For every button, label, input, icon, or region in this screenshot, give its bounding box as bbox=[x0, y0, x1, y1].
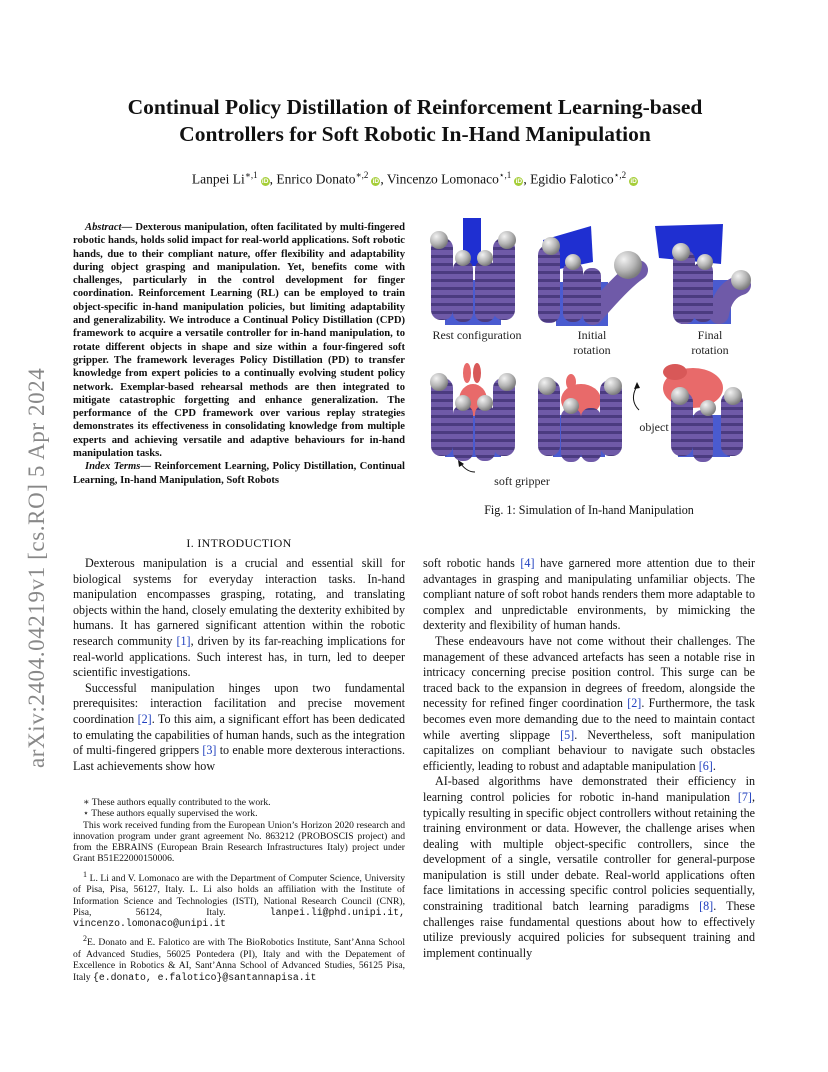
footnote-affiliation-1-mark: 1 bbox=[83, 869, 87, 879]
arxiv-stamp-text: arXiv:2404.04219v1 [cs.RO] 5 Apr 2024 bbox=[24, 367, 49, 768]
paragraph-text: . bbox=[712, 758, 716, 773]
footnote-affiliation-1-text: L. Li and V. Lomonaco are with the Department of Computer Science, University of Pisa, Pisa, 56127, Italy. L. Li also holds an affiliation with the Institute of Information Science and Technologies (ISTI), National Research Council (CNR), Pisa, 56124, Italy. bbox=[73, 872, 405, 918]
sim-rest-bottom bbox=[430, 363, 516, 461]
index-terms-label: Index Terms bbox=[85, 461, 141, 473]
citation-link[interactable]: [1] bbox=[176, 633, 191, 648]
footnote-affiliation-2 bbox=[73, 933, 405, 982]
orcid-icon[interactable]: iD bbox=[515, 177, 523, 185]
author-affiliation: ⋆,2 bbox=[613, 170, 627, 180]
sim-final-bottom bbox=[663, 364, 743, 462]
footnote-affiliation-2-text: E. Donato and E. Falotico are with The BioRobotics Institute, Sant’Anna School of Advanced Studies, 56025 Pontedera (PI), Italy and with the Depatement of Excellence in Robotics & AI, Sant’Anna School of Advanced Studies, 56125 Pisa, Italy bbox=[73, 937, 405, 983]
author-affiliation: ∗,2 bbox=[355, 170, 369, 180]
citation-link[interactable]: [2] bbox=[627, 696, 642, 711]
author-affiliation: ⋆,1 bbox=[498, 170, 512, 180]
footnote-equal-supervision: ⋆ These authors equally supervised the work. bbox=[83, 808, 258, 820]
gripper-arrow bbox=[461, 464, 475, 472]
sim-rest-top bbox=[430, 218, 516, 325]
footnote-affiliation-2-mark: 2 bbox=[83, 934, 87, 944]
sim-initial-bottom bbox=[538, 374, 622, 462]
index-terms-text: — Reinforcement Learning, Policy Distillation, Continual Learning, In-hand Manipulation, Soft Robots bbox=[73, 461, 405, 486]
paragraph-text: , driven by its far-reaching implications for real-world applications. Such interest has, in turn, led to deeper scientific investigations. bbox=[73, 633, 406, 680]
paper-title bbox=[70, 94, 760, 148]
figure-caption: Fig. 1: Simulation of In-hand Manipulation bbox=[484, 503, 694, 517]
citation-link[interactable]: [6] bbox=[698, 758, 713, 773]
label-soft-gripper: soft gripper bbox=[494, 474, 550, 488]
author-name: Egidio Falotico bbox=[530, 171, 614, 187]
orcid-icon[interactable]: iD bbox=[630, 177, 637, 185]
footnote-affiliation-1 bbox=[73, 869, 405, 930]
author-list: Lanpei $Li^{∗,1}iD$, Enrico Donato$^{∗,2}$iD, Vincenzo Lomonaco$^{⋆,1}$iD, Egidio Falotico$^{⋆,2}$iD bbox=[191, 170, 637, 187]
author-name: Enrico Donato bbox=[276, 171, 356, 187]
figure-simulation bbox=[423, 210, 755, 500]
paragraph-text: . Nevertheless, soft manipulation capitalizes on compliant behaviour to navigate such obstacles efficiently, leading to robust and adaptable manipulation bbox=[423, 727, 755, 773]
paragraph-text: These endeavours have not come without their challenges. The management of these advanced artefacts has seen a notable rise in intricacy concerning precise position control. This surge can be traced back to the expansion in degrees of freedom, alongside the necessity for refined finger coordination bbox=[423, 633, 755, 711]
arxiv-stamp bbox=[14, 300, 54, 770]
author-name: Lanpei Li bbox=[191, 171, 245, 187]
body-paragraph bbox=[73, 681, 405, 775]
abstract-text: — Dexterous manipulation, often facilitated by multi-fingered robotic hands, holds solid impact for real-world applications. Soft robotic hands, due to their compliant nature, offer flexibility and adaptability during object grasping and manipulation. Yet, benefits come with challenges, particularly in the control development for finger coordination. Reinforcement Learning (RL) can be employed to train object-specific in-hand manipulation policies, but limiting adaptability and generalizability. We introduce a Continual Policy Distillation (CPD) framework to acquire a versatile controller for in-hand manipulation, to rotate different objects in shape and size within a four-fingered soft gripper. The framework leverages Policy Distillation (PD) to transfer knowledge from expert policies to a continually evolving student policy network. Exemplar-based rehearsal methods are then integrated to mitigate catastrophic forgetting and enhance generalization. The performance of the CPD framework over various replay strategies demonstrates its effectiveness in consolidating knowledge from multiple experts and achieving versatile and adaptive behaviours for in-hand manipulation tasks. bbox=[73, 222, 405, 460]
paragraph-text: soft robotic hands bbox=[423, 556, 521, 570]
body-paragraph bbox=[423, 556, 755, 634]
right-column-text bbox=[423, 556, 755, 961]
citation-link[interactable]: [8] bbox=[699, 899, 714, 914]
body-paragraph bbox=[423, 634, 755, 774]
paragraph-text: , typically resulting in specific object controllers without retaining the training environment or data. However, the challenge arises when dealing with multiple object-specific controllers, since the development of a single, versatile controller for general-purpose manipulation is still under debate. Real-world applications often face limitations in accessing specific control policies sequentially, constraining traditional batch learning paradigms bbox=[423, 789, 755, 914]
index-terms bbox=[73, 460, 405, 487]
citation-link[interactable]: [4] bbox=[520, 556, 535, 570]
footnote-affiliation-1-email[interactable]: lanpei.li@phd.unipi.it, vincenzo.lomonaco@unipi.it bbox=[73, 906, 405, 930]
footnote-equal-contribution: ∗ These authors equally contributed to the work. bbox=[83, 797, 271, 808]
label-object: object bbox=[639, 420, 669, 434]
paragraph-text: have garnered more attention due to their advantages in grasping and manipulating unfamiliar objects. The compliant nature of soft robot hands renders them more adaptable to complex and unpredictable environments, by mimicking the dexterity and flexibility of human hands. bbox=[423, 556, 755, 633]
label-initial: Initial rotation bbox=[573, 328, 611, 357]
title-line-2: Controllers for Soft Robotic In-Hand Manipulation bbox=[179, 122, 651, 146]
body-paragraph bbox=[73, 556, 405, 681]
footnote-funding: This work received funding from the European Union’s Horizon 2020 research and innovation program under grant agreement No. 863212 (PROBOSCIS project) and from the EBRAINS (European Brain Research Infrastructures Italy) project under Grant B51E22000150006. bbox=[73, 819, 405, 865]
citation-link[interactable]: [7] bbox=[737, 789, 752, 804]
citation-link[interactable]: [2] bbox=[137, 711, 152, 726]
citation-link[interactable]: [5] bbox=[560, 727, 575, 742]
label-final: Final rotation bbox=[691, 328, 729, 357]
paragraph-text: . These challenges raise fundamental questions about how to effectively utilize previously acquired policies for subsequent training and implement continually bbox=[423, 899, 755, 960]
object-arrow-head bbox=[634, 382, 640, 389]
orcid-icon[interactable]: iD bbox=[372, 177, 380, 185]
paragraph-text: . To this aim, a significant effort has been dedicated to emulating the capabilities of human hands, such as the integration of multi-fingered grippers bbox=[73, 711, 406, 758]
paragraph-text: Dexterous manipulation is a crucial and essential skill for biological systems for everyday interaction tasks. In-hand manipulation encompasses grasping, rotating, and translating objects within the hand, closely emulating the dexterity exhibited by humans. It has garnered significant attention within the robotic research community bbox=[73, 556, 405, 648]
abstract-label: Abstract bbox=[85, 222, 122, 233]
paragraph-text: Successful manipulation hinges upon two fundamental prerequisites: interaction facilitation and precise movement coordination bbox=[73, 680, 405, 726]
title-line-1: Continual Policy Distillation of Reinforcement Learning-based bbox=[127, 95, 703, 119]
label-rest: Rest configuration bbox=[432, 328, 522, 342]
author-name: Vincenzo Lomonaco bbox=[386, 171, 499, 187]
section-heading: I. INTRODUCTION bbox=[186, 536, 292, 550]
citation-link[interactable]: [3] bbox=[202, 743, 217, 758]
abstract bbox=[73, 221, 405, 487]
body-paragraph bbox=[423, 774, 755, 961]
orcid-icon[interactable]: iD bbox=[261, 177, 269, 185]
paragraph-text: . Furthermore, the task becomes even more demanding due to the need to maintain contact while averting slippage bbox=[423, 696, 756, 742]
footnote-affiliation-2-email[interactable]: {e.donato, e.falotico}@santannapisa.it bbox=[92, 971, 317, 983]
paragraph-text: to enable more dexterous interactions. Last achievements show how bbox=[73, 743, 405, 773]
author-affiliation: ∗,1 bbox=[244, 170, 258, 180]
paragraph-text: AI-based algorithms have demonstrated their efficiency in learning control policies for robotic in-hand manipulation bbox=[423, 774, 755, 804]
sim-initial-top bbox=[538, 226, 642, 326]
sim-final-top bbox=[655, 224, 751, 324]
footnotes bbox=[73, 797, 405, 983]
object-arrow bbox=[633, 386, 639, 410]
left-column-text bbox=[73, 556, 405, 774]
abstract-paragraph bbox=[73, 221, 405, 460]
